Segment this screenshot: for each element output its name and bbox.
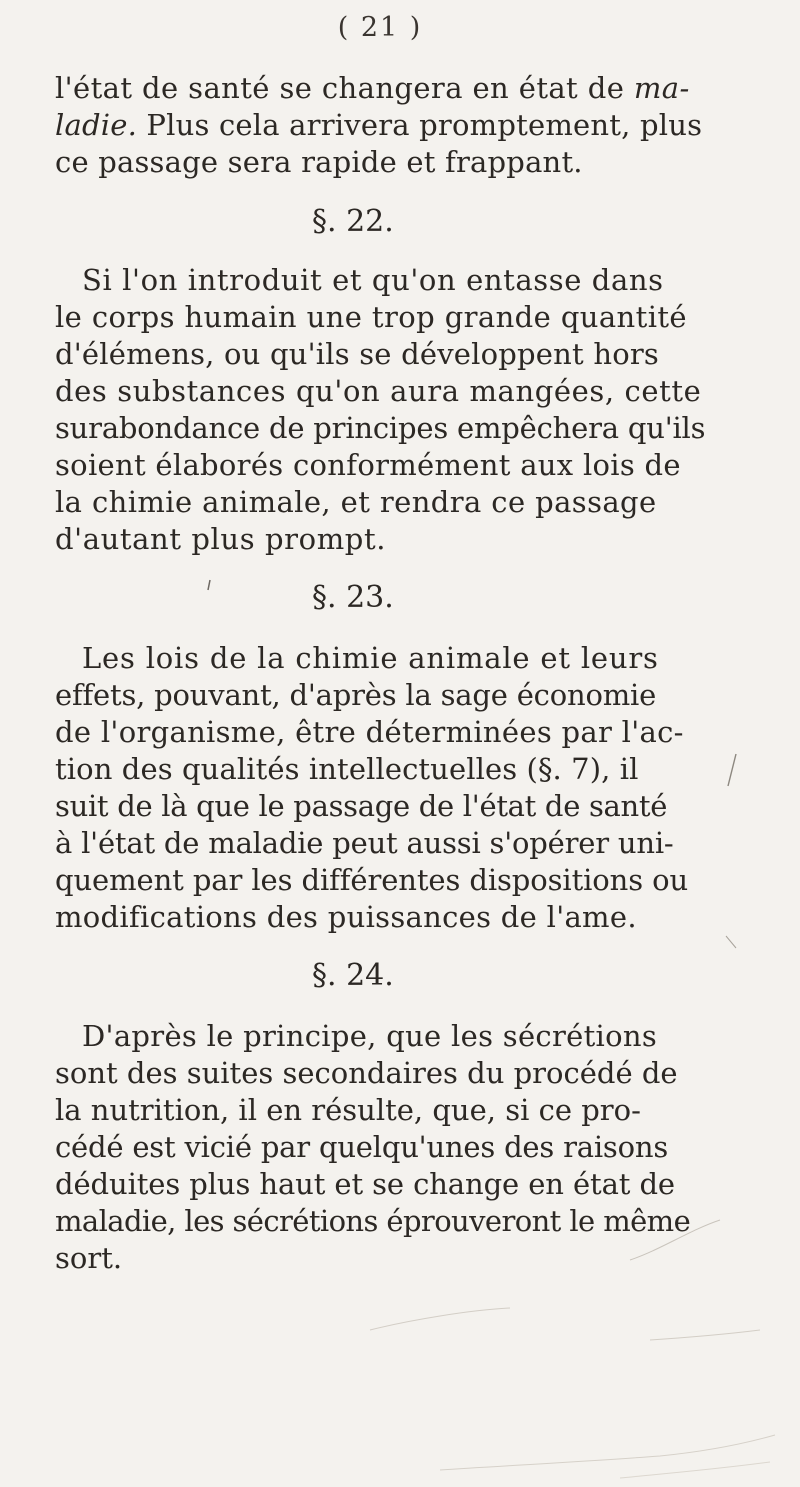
text-line: sont des suites secondaires du procédé de [55,1056,678,1090]
ink-dot-mark [205,578,215,594]
margin-stroke-mark [722,750,742,790]
section-heading-23: §. 23. [312,580,394,615]
text-line: déduites plus haut et se change en état de [55,1167,675,1201]
text-line: modifications des puissances de l'ame. [55,900,637,934]
section-heading-22: §. 22. [312,204,394,239]
text-line: sort. [55,1241,123,1275]
text-line: la nutrition, il en résulte, que, si ce pro- [55,1093,641,1127]
page-number: ( 21 ) [337,12,423,43]
text-line: ce passage sera rapide et frappant. [55,145,583,179]
text-span: Plus cela arrivera promptement, plus [146,108,703,142]
text-line: soient élaborés conformément aux lois de [55,448,681,482]
text-line: d'autant plus prompt. [55,522,387,556]
text-line: à l'état de maladie peut aussi s'opérer uni- [55,826,674,860]
text-line: maladie, les sécrétions éprouveront le même [55,1204,691,1238]
text-line: effets, pouvant, d'après la sage économie [55,678,657,712]
text-line: Si l'on introduit et qu'on entasse dans [82,263,664,297]
text-line [55,107,702,143]
text-line [55,70,690,106]
italic-word: ladie. [55,108,137,142]
text-line: de l'organisme, être déterminées par l'ac- [55,715,684,749]
text-line: D'après le principe, que les sécrétions [82,1019,658,1053]
text-line: le corps humain une trop grande quantité [55,300,687,334]
text-line: d'élémens, ou qu'ils se développent hors [55,337,660,371]
text-span: l'état de santé se changera en état de [55,71,625,105]
section-heading-24: §. 24. [312,958,394,993]
text-line: Les lois de la chimie animale et leurs [82,641,659,675]
text-line: suit de là que le passage de l'état de santé [55,789,668,823]
text-line: surabondance de principes empêchera qu'ils [55,411,706,445]
text-line: cédé est vicié par quelqu'unes des raisons [55,1130,669,1164]
page-edge-marks [440,1400,780,1480]
text-line: des substances qu'on aura mangées, cette [55,374,702,408]
italic-word: ma- [633,71,690,105]
text-line: tion des qualités intellectuelles (§. 7), il [55,752,639,786]
paper-showthrough-marks [250,1190,770,1350]
text-line: quement par les différentes dispositions ou [55,863,689,897]
text-line: la chimie animale, et rendra ce passage [55,485,657,519]
margin-stroke-mark [722,930,746,954]
